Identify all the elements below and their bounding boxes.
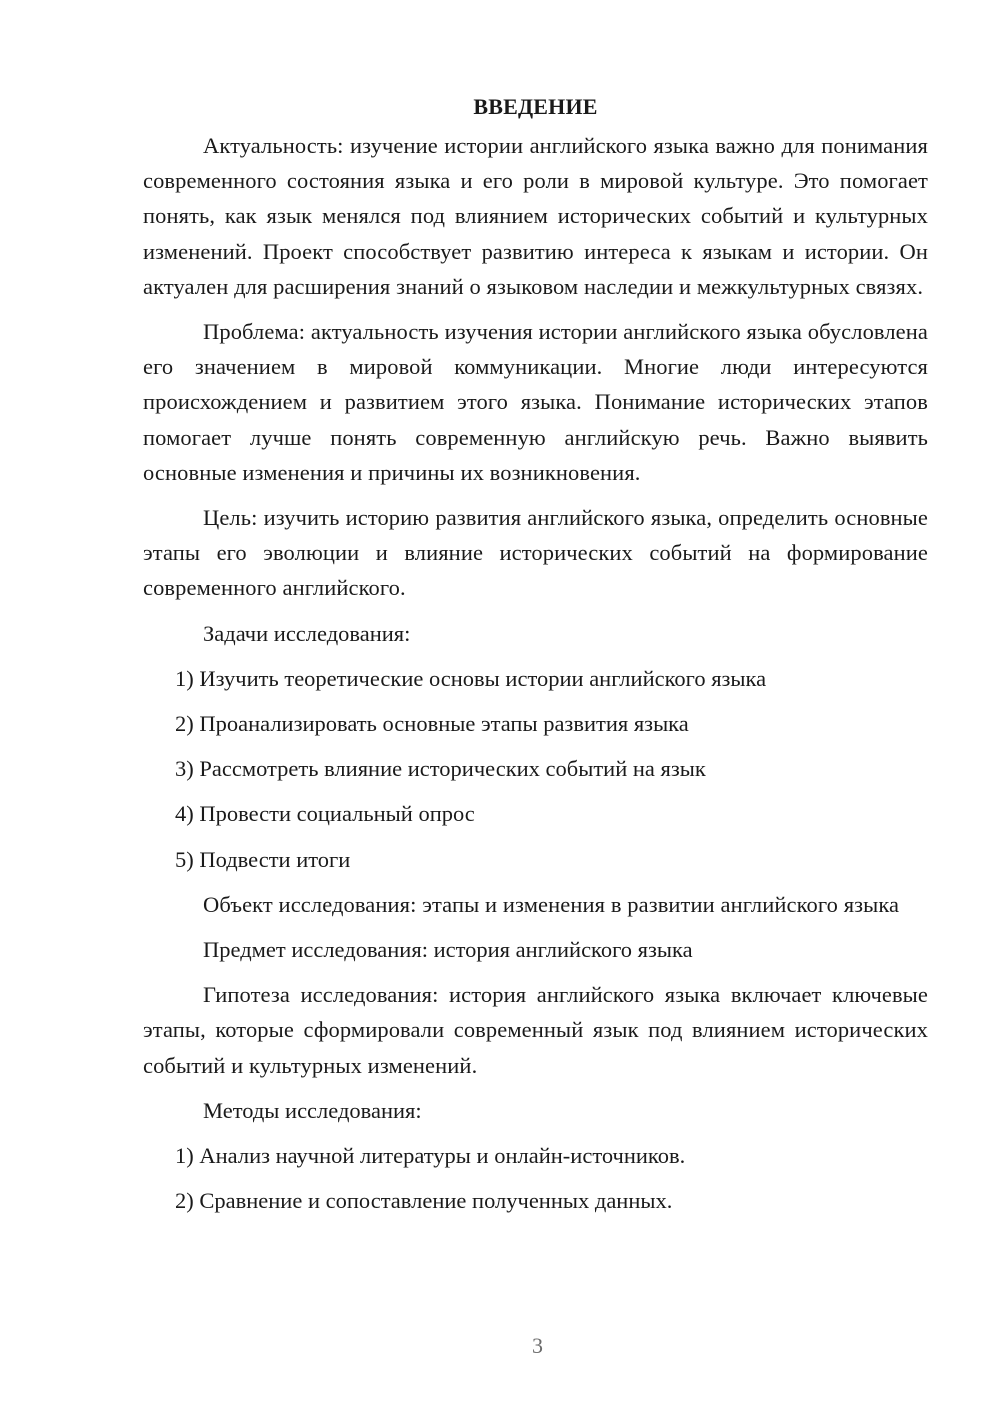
methods-heading: Методы исследования: xyxy=(203,1097,422,1123)
tasks-list xyxy=(143,661,928,877)
section-title: ВВЕДЕНИЕ xyxy=(473,94,598,119)
list-item: 4) Провести социальный опрос xyxy=(175,801,475,827)
document-page xyxy=(143,92,928,1228)
list-item: 1) Анализ научной литературы и онлайн-источников. xyxy=(175,1143,686,1169)
object-paragraph: Объект исследования: этапы и изменения в развитии английского языка xyxy=(203,891,900,917)
page-number: 3 xyxy=(532,1333,543,1358)
list-item: 2) Сравнение и сопоставление полученных данных. xyxy=(175,1188,673,1214)
relevance-paragraph: Актуальность: изучение истории английского языка важно для понимания современного состояния языка и его роли в мировой культуре. Это помогает понять, как язык менялся под влиянием исторических событий и культурных изменений. Проект способствует развитию интереса к языкам и истории. Он актуален для расширения знаний о языковом наследии и межкультурных связях. xyxy=(143,133,928,299)
tasks-heading: Задачи исследования: xyxy=(203,620,411,646)
list-item: 3) Рассмотреть влияние исторических событий на язык xyxy=(175,756,706,782)
list-item: 5) Подвести итоги xyxy=(175,846,351,872)
problem-paragraph: Проблема: актуальность изучения истории английского языка обусловлена его значением в мировой коммуникации. Многие люди интересуются происхождением и развитием этого языка. Понимание исторических этапов помогает лучше понять современную английскую речь. Важно выявить основные изменения и причины их возникновения. xyxy=(143,319,928,485)
hypothesis-paragraph: Гипотеза исследования: история английского языка включает ключевые этапы, которые сформировали современный язык под влиянием исторических событий и культурных изменений. xyxy=(143,982,928,1078)
list-item: 1) Изучить теоретические основы истории английского языка xyxy=(175,665,767,691)
goal-paragraph: Цель: изучить историю развития английского языка, определить основные этапы его эволюции и влияние исторических событий на формирование современного английского. xyxy=(143,505,928,601)
subject-paragraph: Предмет исследования: история английского языка xyxy=(203,937,693,963)
list-item: 2) Проанализировать основные этапы развития языка xyxy=(175,711,689,737)
methods-list xyxy=(143,1138,928,1218)
